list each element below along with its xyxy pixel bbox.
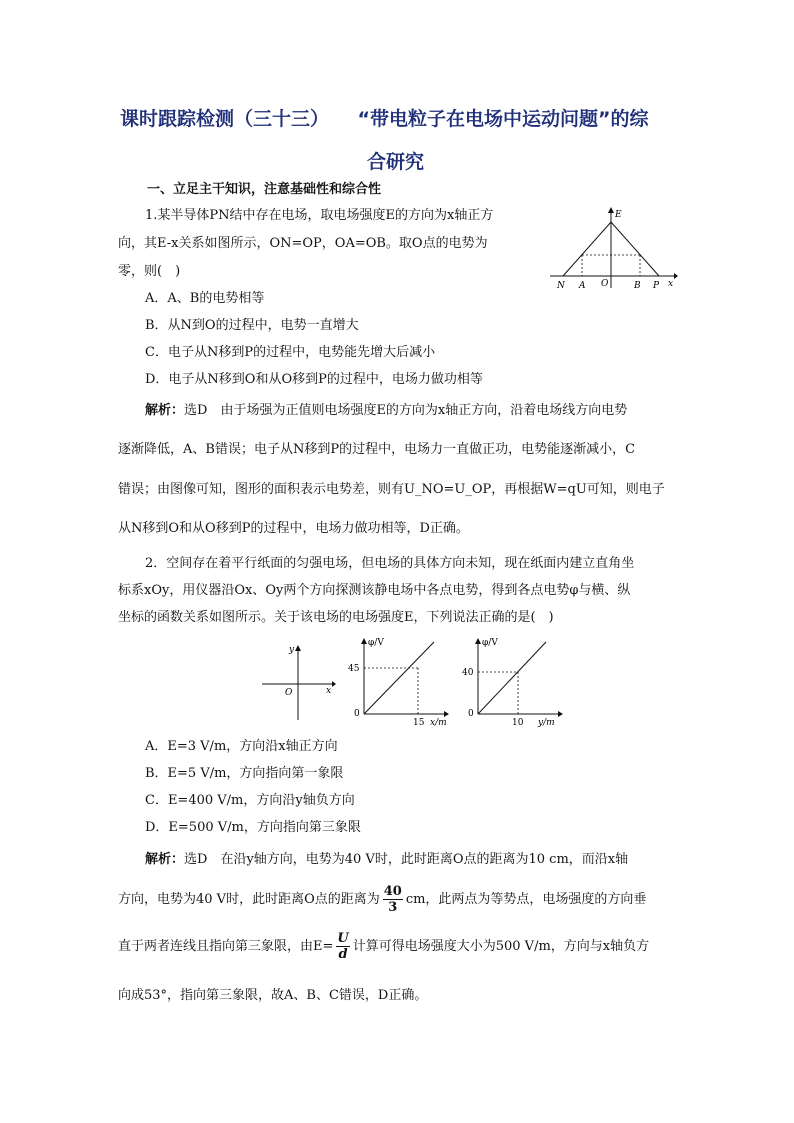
q2-answer-line1: 解析：选D 在沿y轴方向，电势为40 V时，此时距离O点的距离为10 cm，而沿x轴 [145,852,629,867]
fraction-40-over-3: $\frac{40}{3}$ [383,884,402,915]
phi-y-line [478,642,546,714]
q2-option-a: A．E=3 V/m，方向沿x轴正方向 [145,739,338,754]
label-A: A [579,281,586,291]
page-title-line2: 合研究 [367,151,425,173]
plot1-xlabel: x/m [430,718,447,728]
q2-option-c: C．E=400 V/m，方向沿y轴负方向 [145,793,355,808]
section-heading: 一、立足主干知识，注意基础性和综合性 [147,182,382,197]
q2-answer-line2: 方向，电势为40 V时，此时距离O点的距离为 $\frac{40}{3}$ cm，此两点为等势点，电场强度的方向垂 [118,884,647,915]
phi-x-line [364,642,434,714]
q2-axes-figure [258,640,340,722]
q1-answer-line: 错误；由图像可知，图形的面积表示电势差，则有U_NO=U_OP，再根据W=qU可知，则电子 [118,482,665,497]
q1-option-b: B．从N到O的过程中，电势一直增大 [145,318,359,333]
q2-stem-line: 标系xOy，用仪器沿Ox、Oy两个方向探测该静电场中各点电势，得到各点电势φ与横、纵 [118,583,631,598]
axis-y-label: y [289,645,295,655]
plot1-ytick: 45 [348,664,360,674]
answer-label: 解析： [145,852,185,867]
q1-answer-line: 从N移到O和从O移到P的过程中，电场力做功相等，D正确。 [118,521,469,536]
plot1-origin: 0 [354,709,360,719]
plot2-ylabel: φ/V [482,638,498,648]
label-O: O [601,279,609,289]
q2-option-b: B．E=5 V/m，方向指向第一象限 [145,766,344,781]
plot1-ylabel: φ/V [368,638,384,648]
q2-phi-x-plot [336,634,454,732]
page-title-line1: 课时跟踪检测（三十三） “带电粒子在电场中运动问题”的综 [120,108,649,130]
plot2-origin: 0 [468,709,474,719]
label-P: P [653,281,660,291]
q1-ex-figure [548,204,678,294]
q2-answer-line3: 直于两者连线且指向第三象限，由E= $\frac{U}{d}$ 计算可得电场强度大小为500 V/m，方向与x轴负方 [118,931,650,962]
q1-option-d: D．电子从N移到O和从O移到P的过程中，电场力做功相等 [145,372,483,387]
answer-label: 解析： [145,403,185,418]
q1-option-c: C．电子从N移到P的过程中，电势能先增大后减小 [145,345,436,360]
label-x: x [668,279,674,289]
plot2-ytick: 40 [462,668,474,678]
plot1-xtick: 15 [413,718,425,728]
plot2-xtick: 10 [512,718,524,728]
q1-stem-line: 1.某半导体PN结中存在电场，取电场强度E的方向为x轴正方 [145,208,494,223]
q1-stem-line: 向，其E-x关系如图所示，ON=OP，OA=OB。取O点的电势为 [118,236,488,251]
q2-stem-line: 坐标的函数关系如图所示。关于该电场的电场强度E，下列说法正确的是( ) [118,610,554,625]
label-N: N [557,281,565,291]
q1-stem-line: 零，则( ) [118,264,181,279]
q2-answer-line: 向成53°，指向第三象限，故A、B、C错误，D正确。 [118,988,428,1003]
q2-stem-line: 2．空间存在着平行纸面的匀强电场，但电场的具体方向未知，现在纸面内建立直角坐 [145,556,635,571]
q1-answer-line1: 解析：选D 由于场强为正值则电场强度E的方向为x轴正方向，沿着电场线方向电势 [145,403,628,418]
axis-x-label: x [326,686,332,696]
q1-answer-line: 逐渐降低，A、B错误；电子从N移到P的过程中，电场力一直做正功，电势能逐渐减小，C [118,442,636,457]
q2-option-d: D．E=500 V/m，方向指向第三象限 [145,820,361,835]
plot2-xlabel: y/m [538,718,555,728]
origin-label: O [285,688,293,698]
fraction-U-over-d: $\frac{U}{d}$ [337,931,349,962]
label-E: E [615,210,622,220]
label-B: B [634,281,641,291]
q1-option-a: A．A、B的电势相等 [145,291,265,306]
q2-phi-y-plot [450,634,570,732]
